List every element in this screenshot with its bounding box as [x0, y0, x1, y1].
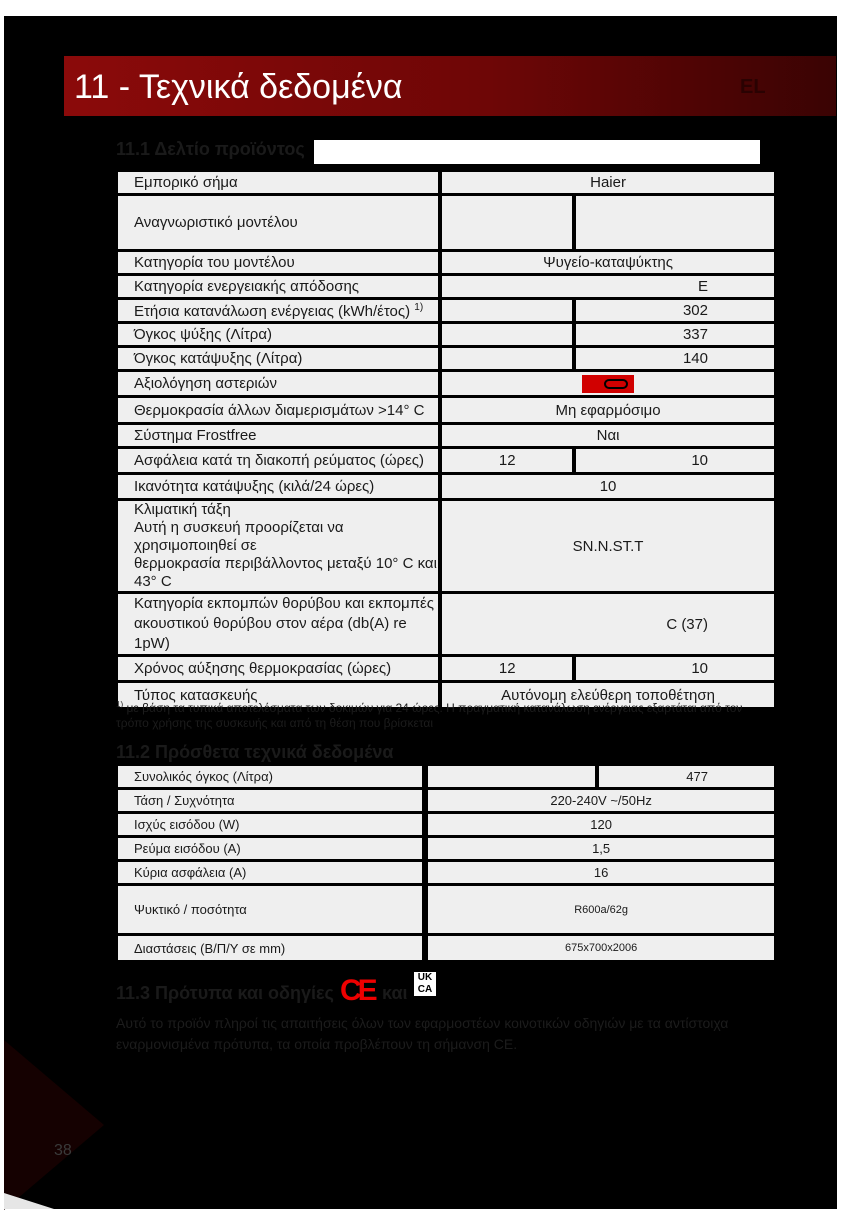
voltage-value: 220-240V ~/50Hz [428, 790, 774, 814]
climate-class-description: θερμοκρασία περιβάλλοντος μεταξύ 10° C και 43° C [134, 555, 437, 590]
empty-cell [428, 766, 599, 790]
table-row [118, 862, 774, 886]
row-label: Αξιολόγηση αστεριών [118, 372, 442, 398]
table-row [118, 886, 774, 936]
table-row [118, 172, 774, 196]
row-label: Τύπος κατασκευής [118, 683, 442, 707]
footnote [116, 697, 776, 731]
chapter-title: 11 - Τεχνικά δεδομένα [74, 68, 403, 106]
table-row [118, 475, 774, 501]
power-cut-value-1: 12 [442, 449, 576, 475]
row-label: Συνολικός όγκος (Λίτρα) [118, 766, 428, 790]
table-row [118, 594, 774, 657]
fridge-volume-value: 337 [576, 324, 774, 348]
section-3-title: 11.3 Πρότυπα και οδηγίες [116, 983, 334, 1003]
row-label [118, 501, 442, 594]
section-1-title-bar [314, 140, 760, 164]
main-fuse-value: 16 [428, 862, 774, 886]
climate-class-label: Κλιματική τάξη [134, 501, 231, 518]
row-label: Τάση / Συχνότητα [118, 790, 428, 814]
table-row [118, 790, 774, 814]
other-temp-value: Μη εφαρμόσιμο [442, 398, 774, 425]
noise-label: ακουστικού θορύβου στον αέρα (db(A) re 1pW) [134, 615, 407, 652]
build-type-value: Αυτόνομη ελεύθερη τοποθέτηση [442, 683, 774, 707]
section-2-title: 11.2 Πρόσθετα τεχνικά δεδομένα [116, 742, 394, 762]
noise-value: C (37) [442, 594, 774, 657]
table-row [118, 252, 774, 276]
and-text: και [382, 983, 408, 1003]
frostfree-value: Ναι [442, 425, 774, 449]
ukca-top: UK [417, 972, 433, 983]
energy-class-value: E [442, 276, 774, 300]
dimensions-value: 675x700x2006 [428, 936, 774, 960]
table-row [118, 936, 774, 960]
table-row [118, 324, 774, 348]
table-row [118, 501, 774, 594]
table-row [118, 348, 774, 372]
model-value-2 [576, 196, 774, 252]
row-label: Θερμοκρασία άλλων διαμερισμάτων >14° C [118, 398, 442, 425]
power-cut-value-2: 10 [576, 449, 774, 475]
language-tag: EL [740, 76, 766, 98]
ukca-mark-icon [414, 972, 436, 996]
row-label: Αναγνωριστικό μοντέλου [118, 196, 442, 252]
star-rating-icon [582, 375, 634, 393]
table-row [118, 372, 774, 398]
climate-class-description: Αυτή η συσκευή προορίζεται να χρησιμοποιηθεί σε [134, 519, 344, 554]
refrigerant-value: R600a/62g [428, 886, 774, 936]
table-row [118, 766, 774, 790]
footnote-marker: 1) [414, 301, 424, 313]
footnote-marker: 1) [116, 700, 124, 709]
table-row [118, 449, 774, 475]
product-sheet-table [118, 172, 774, 707]
additional-data-table [118, 766, 774, 960]
standards-paragraph: Αυτό το προϊόν πληροί τις απαιτήσεις όλων των εφαρμοστέων κοινοτικών οδηγιών με τα αντίστοιχα εναρμονισμένα πρότυπα, τα οποία προβλέπουν τη σήμανση CE. [116, 1015, 729, 1052]
model-value-1 [442, 196, 576, 252]
row-label: Σύστημα Frostfree [118, 425, 442, 449]
row-label: Εμπορικό σήμα [118, 172, 442, 196]
table-row [118, 657, 774, 683]
row-label: Κύρια ασφάλεια (A) [118, 862, 428, 886]
row-label: Ρεύμα εισόδου (A) [118, 838, 428, 862]
empty-cell [442, 324, 576, 348]
table-row [118, 814, 774, 838]
category-value: Ψυγείο-καταψύκτης [442, 252, 774, 276]
temp-rise-value-1: 12 [442, 657, 576, 683]
row-label: Ψυκτικό / ποσότητα [118, 886, 428, 936]
row-label: Ισχύς εισόδου (W) [118, 814, 428, 838]
table-row [118, 398, 774, 425]
footnote-text: με βάση τα τυπικά αποτελέσματα των δοκιμών για 24 ώρες. Η πραγματική κατανάλωση ενέργειας εξαρτάται από τον τρόπο χρήσης της συσκευής και από τη θέση που βρίσκεται [116, 701, 743, 730]
row-label: Ικανότητα κατάψυξης (κιλά/24 ώρες) [118, 475, 442, 501]
ce-mark-icon: CE [340, 974, 374, 1007]
row-label: Όγκος ψύξης (Λίτρα) [118, 324, 442, 348]
page-number: 38 [54, 1142, 72, 1159]
row-label [118, 594, 442, 657]
table-row [118, 425, 774, 449]
row-label: Διαστάσεις (Β/Π/Υ σε mm) [118, 936, 428, 960]
star-rating-cell [442, 372, 774, 398]
page-corner-decoration [4, 1040, 104, 1210]
brand-value: Haier [442, 172, 774, 196]
table-row [118, 276, 774, 300]
row-label: Ασφάλεια κατά τη διακοπή ρεύματος (ώρες) [118, 449, 442, 475]
input-power-value: 120 [428, 814, 774, 838]
freezing-capacity-value: 10 [442, 475, 774, 501]
row-label [118, 300, 442, 324]
total-volume-value: 477 [599, 766, 774, 790]
page-edge [837, 16, 845, 1225]
noise-label: Κατηγορία εκπομπών θορύβου και εκπομπές [134, 595, 434, 612]
row-label: Κατηγορία του μοντέλου [118, 252, 442, 276]
freezer-volume-value: 140 [576, 348, 774, 372]
section-1-title: 11.1 Δελτίο προϊόντος [116, 139, 305, 159]
input-current-value: 1,5 [428, 838, 774, 862]
row-label: Χρόνος αύξησης θερμοκρασίας (ώρες) [118, 657, 442, 683]
table-row [118, 196, 774, 252]
table-row [118, 838, 774, 862]
empty-cell [442, 300, 576, 324]
empty-cell [442, 348, 576, 372]
row-label: Όγκος κατάψυξης (Λίτρα) [118, 348, 442, 372]
row-label: Κατηγορία ενεργειακής απόδοσης [118, 276, 442, 300]
table-row [118, 300, 774, 324]
annual-energy-label: Ετήσια κατανάλωση ενέργειας (kWh/έτος) [134, 302, 411, 320]
climate-class-value: SN.N.ST.T [442, 501, 774, 594]
page-corner-fold [4, 1193, 54, 1209]
annual-energy-value: 302 [576, 300, 774, 324]
temp-rise-value-2: 10 [576, 657, 774, 683]
ukca-bottom: CA [417, 984, 433, 995]
